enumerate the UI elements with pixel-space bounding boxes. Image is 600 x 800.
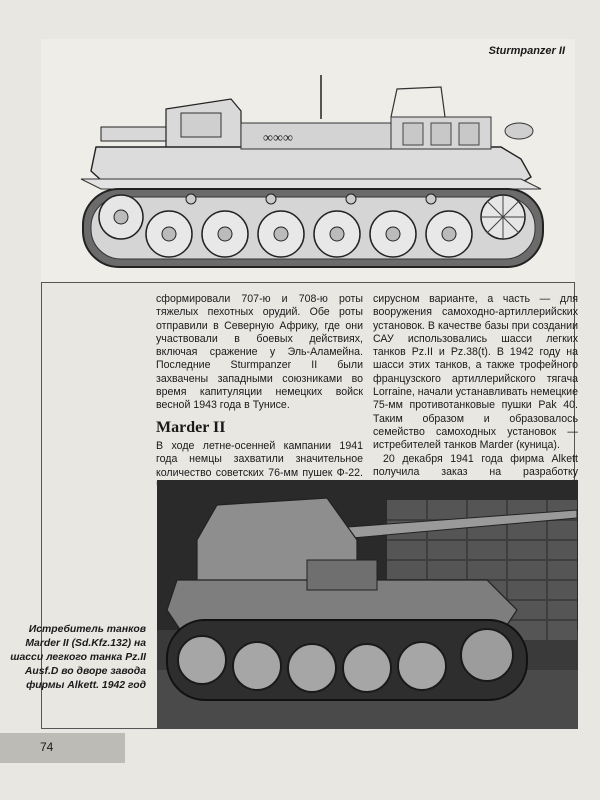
- svg-text:∞∞∞: ∞∞∞: [263, 131, 293, 146]
- page-number-strip: [0, 733, 125, 763]
- right-paragraph-2: 20 декабря 1941 года фирма Alkett получила заказ на разработку: [373, 452, 578, 478]
- sturmpanzer-side-view-drawing: [41, 39, 575, 283]
- right-paragraph-1: сирусном варианте, а часть — для вооружения самоходно-артиллерийских установок. В качестве базы при создании САУ использовались шасси легких танков Pz.II и Pz.38(t). В 1942 году на шасси этих танков, а также трофейного французского артиллерийского тягача Lorraine, начали устанавливать немецкие 75-мм противотанковые пушки Pak 40. Таким образом и образовалось семейство самоходных установок — истребителей танков Marder (куница).: [373, 293, 578, 452]
- left-text-column: [156, 293, 363, 493]
- section-heading-marder-ii: Marder II: [156, 418, 226, 436]
- sturmpanzer-drawing-panel: [41, 39, 575, 283]
- drawing-label: Sturmpanzer II: [488, 45, 565, 57]
- page-number: 74: [40, 740, 54, 754]
- left-paragraph-2: В ходе летне-осенней кампании 1941 года немцы захватили значительное количество советских 76-мм пушек Ф-22.: [156, 439, 363, 479]
- left-paragraph-1: сформировали 707-ю и 708-ю роты тяжелых пехотных орудий. Обе роты отправили в Северную Африку, где они участвовали в боевых действиях, включая сражение у Эль-Аламейна. Последние Sturmpanzer II были захвачены западными союзниками во время капитуляции немецких войск весной 1943 года в Тунисе.: [156, 293, 363, 412]
- marder-ii-photo: [157, 480, 578, 729]
- photo-caption: Истребитель танков Marder II (Sd.Kfz.132) на шасси легкого танка Pz.II Ausf.D во дворе завода фирмы Alkett. 1942 год: [10, 624, 146, 691]
